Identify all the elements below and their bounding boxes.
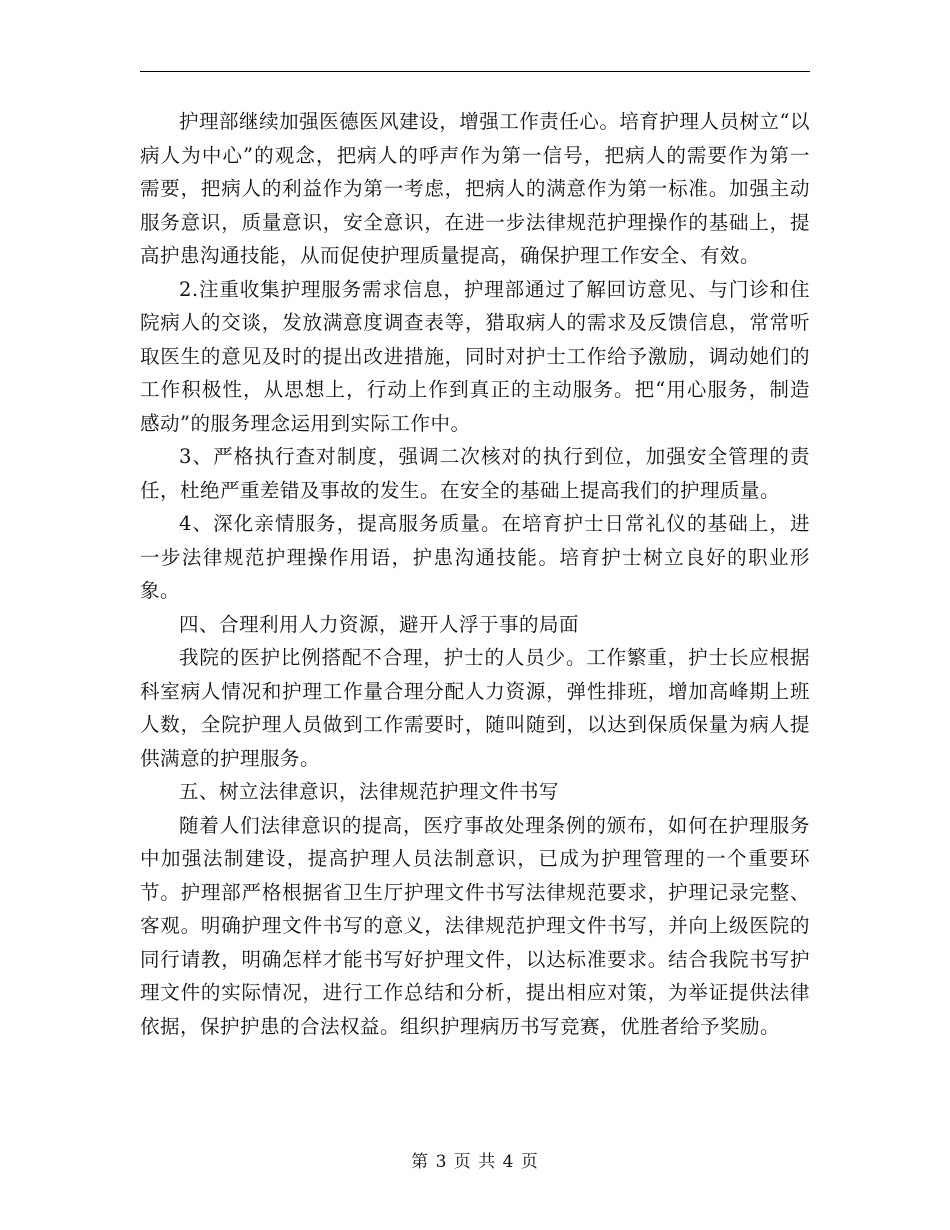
paragraph-verification-system: 3、严格执行查对制度，强调二次核对的执行到位，加强安全管理的责任，杜绝严重差错及事故的发生。在安全的基础上提高我们的护理质量。 xyxy=(140,445,810,502)
paragraph-staffing: 我院的医护比例搭配不合理，护士的人员少。工作繁重，护士长应根据科室病人情况和护理工作量合理分配人力资源，弹性排班，增加高峰期上班人数，全院护理人员做到工作需要时，随叫随到，以达到保质保量为病人提供满意的护理服务。 xyxy=(140,646,810,770)
document-body xyxy=(140,105,810,1043)
header-rule xyxy=(140,71,810,72)
paragraph-affection-service: 4、深化亲情服务，提高服务质量。在培育护士日常礼仪的基础上，进一步法律规范护理操作用语，护患沟通技能。培育护士树立良好的职业形象。 xyxy=(140,512,810,602)
page-number: 第 3 页 共 4 页 xyxy=(411,1152,539,1172)
section-heading-human-resources: 四、合理利用人力资源，避开人浮于事的局面 xyxy=(179,612,580,636)
paragraph-nursing-documents: 随着人们法律意识的提高，医疗事故处理条例的颁布，如何在护理服务中加强法制建设，提高护理人员法制意识，已成为护理管理的一个重要环节。护理部严格根据省卫生厅护理文件书写法律规范要求，护理记录完整、客观。明确护理文件书写的意义，法律规范护理文件书写，并向上级医院的同行请教，明确怎样才能书写好护理文件，以达标准要求。结合我院书写护理文件的实际情况，进行工作总结和分析，提出相应对策，为举证提供法律依据，保护护患的合法权益。组织护理病历书写竞赛，优胜者给予奖励。 xyxy=(140,813,810,1038)
paragraph-nursing-ethics: 护理部继续加强医德医风建设，增强工作责任心。培育护理人员树立“以病人为中心”的观念，把病人的呼声作为第一信号，把病人的需要作为第一需要，把病人的利益作为第一考虑，把病人的满意作为第一标准。加强主动服务意识，质量意识，安全意识，在进一步法律规范护理操作的基础上，提高护患沟通技能，从而促使护理质量提高，确保护理工作安全、有效。 xyxy=(140,110,810,267)
section-heading-legal-awareness: 五、树立法律意识，法律规范护理文件书写 xyxy=(179,780,560,803)
paragraph-service-demand: 2.注重收集护理服务需求信息，护理部通过了解回访意见、与门诊和住院病人的交谈，发放满意度调查表等，猎取病人的需求及反馈信息，常常听取医生的意见及时的提出改进措施，同时对护士工作给予激励，调动她们的工作积极性，从思想上，行动上作到真正的主动服务。把“用心服务，制造感动”的服务理念运用到实际工作中。 xyxy=(140,277,810,435)
